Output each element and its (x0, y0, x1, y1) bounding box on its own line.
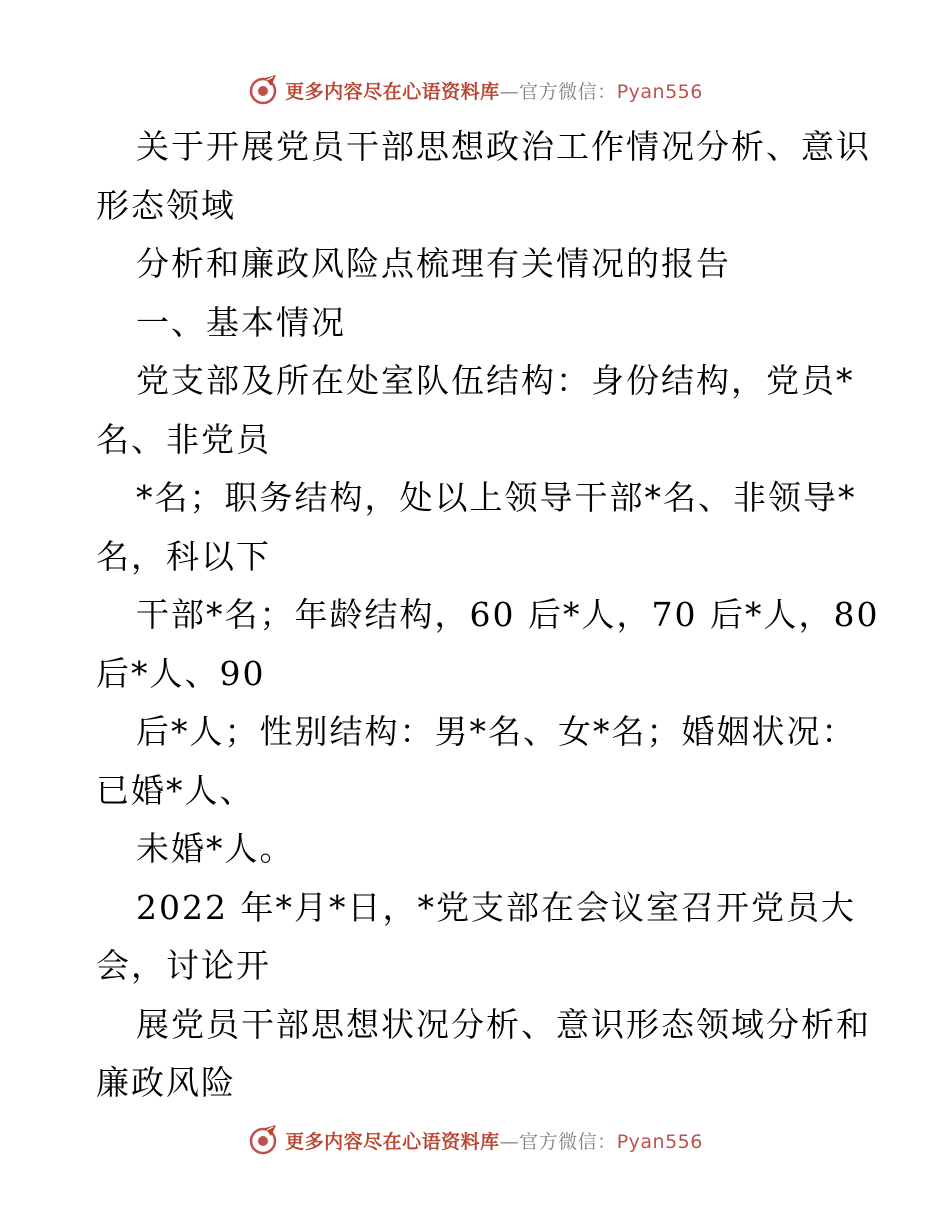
paragraph-line: 展党员干部思想状况分析、意识形态领域分析和 (136, 1004, 871, 1044)
footer-watermark-banner (0, 1120, 950, 1160)
pen-circle-logo-icon (247, 74, 279, 106)
header-watermark-banner (0, 70, 950, 110)
watermark-text (285, 1127, 703, 1154)
watermark-separator: — (499, 80, 520, 103)
watermark-account: Pyan556 (616, 80, 703, 103)
paragraph-line: 会，讨论开 (96, 946, 271, 985)
watermark-brand: 更多内容尽在心语资料库 (285, 1130, 500, 1153)
paragraph-line: 名、非党员 (96, 419, 271, 459)
paragraph-line: 后*人；性别结构：男*名、女*名；婚姻状况： (136, 712, 857, 751)
pen-circle-logo-icon (247, 1124, 279, 1156)
paragraph-line: 后*人、90 (96, 653, 266, 693)
watermark-wechat-label: 官方微信： (519, 1130, 617, 1153)
paragraph-line: 2022 年*月*日，*党支部在会议室召开党员大 (136, 887, 856, 927)
document-body (96, 118, 880, 1113)
paragraph-line: 廉政风险 (96, 1063, 236, 1102)
paragraph-line: 未婚*人。 (136, 829, 295, 868)
paragraph-line: 党支部及所在处室队伍结构：身份结构，党员* (136, 361, 855, 400)
watermark-separator: — (499, 1130, 520, 1153)
watermark-text (285, 77, 703, 104)
paragraph-line: *名；职务结构，处以上领导干部*名、非领导* (136, 478, 857, 517)
section-heading: 一、基本情况 (136, 302, 346, 342)
watermark-account: Pyan556 (616, 1130, 703, 1153)
paragraph-line: 已婚*人、 (96, 770, 255, 810)
paragraph-line: 干部*名；年龄结构，60 后*人，70 后*人，80 (136, 595, 880, 634)
document-title-line: 关于开展党员干部思想政治工作情况分析、意识 (136, 127, 871, 166)
document-title-line: 分析和廉政风险点梳理有关情况的报告 (136, 244, 731, 283)
paragraph-line: 名，科以下 (96, 536, 271, 576)
document-title-line: 形态领域 (96, 185, 236, 225)
watermark-brand: 更多内容尽在心语资料库 (285, 80, 500, 103)
watermark-wechat-label: 官方微信： (519, 80, 617, 103)
